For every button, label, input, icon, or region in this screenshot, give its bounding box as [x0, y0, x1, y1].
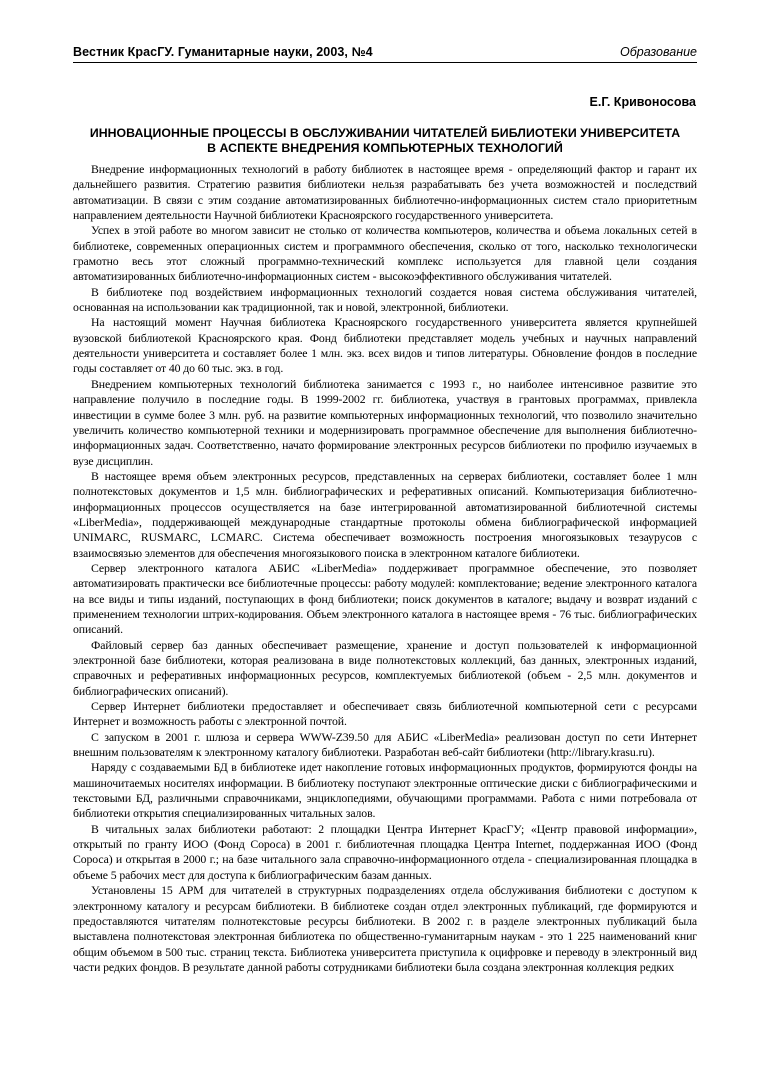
section-name: Образование: [620, 45, 697, 59]
body-paragraph: Установлены 15 АРМ для читателей в структурных подразделениях отдела обслуживания библиотеки с доступом к электронному каталогу и ресурсам библиотеки. В библиотеке создан отдел электронных публикаций, где формируются и предоставляются читателям полнотекстовые ресурсы библиотеки. В 2002 г. в разделе электронных публикаций была выставлена полнотекстовая электронная библиотека по общественно-гуманитарным наукам - это 1 225 наименований книг общим объемом в 500 тыс. страниц текста. Библиотека университета приступила к оцифровке и переводу в электронный вид части редких фондов. В результате данной работы сотрудниками библиотеки была создана электронная коллекция редких: [73, 883, 697, 974]
body-paragraph: Внедрением компьютерных технологий библиотека занимается с 1993 г., но наиболее интенсивное развитие это направление получило в последние годы. В 1999-2002 гг. библиотека, участвуя в грантовых программах, привлекла инвестиции в сумме более 3 млн. руб. на развитие компьютерных информационных технологий, что позволило значительно увеличить количество компьютерной техники и модернизировать программное обеспечение для выполнения библиотечно-информационных задач. Соответственно, начато формирование электронных ресурсов библиотеки по профилю изучаемых в вузе дисциплин.: [73, 376, 697, 468]
article-author: Е.Г. Кривоносова: [589, 95, 696, 109]
body-paragraph: С запуском в 2001 г. шлюза и сервера WWW-Z39.50 для АБИС «LiberMedia» реализован доступ по сети Интернет внешним пользователям к электронному каталогу библиотеки. Разработан веб-сайт библиотеки (http://library.krasu.ru).: [73, 729, 697, 760]
body-paragraph: На настоящий момент Научная библиотека Красноярского государственного университета является крупнейшей вузовской библиотекой Красноярского края. Фонд библиотеки представляет модель учебных и научных направлений деятельности университета и составляет более 1 млн. экз. всех видов и типов литературы. Обновление фондов в последние годы составляет от 40 до 60 тыс. экз. в год.: [73, 315, 697, 376]
article-title-line: В АСПЕКТЕ ВНЕДРЕНИЯ КОМПЬЮТЕРНЫХ ТЕХНОЛОГИЙ: [207, 141, 563, 155]
body-paragraph: В библиотеке под воздействием информационных технологий создается новая система обслуживания читателей, основанная на использовании как традиционной, так и новой, электронной, библиотеки.: [73, 284, 697, 315]
article-title: [73, 126, 697, 156]
body-paragraph: В читальных залах библиотеки работают: 2 площадки Центра Интернет КрасГУ; «Центр правовой информации», открытый по гранту ИОО (Фонд Сороса) в 2001 г. библиотечная площадка Центра Internet, поддержанная ИОО (Фонд Сороса) и открытая в 2000 г.; на базе читального зала справочно-информационного отдела - специализированная площадка в объеме 5 рабочих мест для доступа к библиографическим базам данных.: [73, 821, 697, 882]
running-header: [73, 45, 697, 63]
article-body: [73, 162, 697, 975]
body-paragraph: Успех в этой работе во многом зависит не столько от количества компьютеров, количества и объема локальных сетей в библиотеке, современных операционных систем и программного обеспечения, сколько от того, насколько технологически грамотно весь этот сложный программно-технический комплекс используется для главной цели создания автоматизированных библиотечно-информационных систем - высокоэффективного обслуживания читателей.: [73, 223, 697, 284]
body-paragraph: Внедрение информационных технологий в работу библиотек в настоящее время - определяющий фактор и гарант их дальнейшего развития. Стратегию развития библиотеки нельзя разрабатывать без учета возможностей и последствий автоматизации. В связи с этим создание автоматизированных библиотечно-информационных систем стало приоритетным направлением деятельности Научной библиотеки Красноярского государственного университета.: [73, 162, 697, 223]
journal-title: Вестник КрасГУ. Гуманитарные науки, 2003, №4: [73, 45, 373, 59]
body-paragraph: Сервер электронного каталога АБИС «LiberMedia» поддерживает программное обеспечение, это позволяет автоматизировать практически все библиотечные процессы: работу модулей: комплектование; ведение электронного каталога на все виды и типы изданий, поступающих в фонд библиотеки; поиск документов в каталоге; выдачу и возврат изданий с применением технологии штрих-кодирования. Объем электронного каталога в настоящее время - 76 тыс. библиографических описаний.: [73, 560, 697, 637]
body-paragraph: Файловый сервер баз данных обеспечивает размещение, хранение и доступ пользователей к информационной электронной базе библиотеки, которая реализована в виде полнотекстовых коллекций, баз данных, электронных изданий, справочных и реферативных информационных ресурсов, комплектуемых библиотекой (объем - 2,5 млн. документов и библиографических описаний).: [73, 637, 697, 698]
header-divider: [73, 62, 697, 63]
article-title-line: ИННОВАЦИОННЫЕ ПРОЦЕССЫ В ОБСЛУЖИВАНИИ ЧИТАТЕЛЕЙ БИБЛИОТЕКИ УНИВЕРСИТЕТА: [89, 126, 681, 140]
body-paragraph: В настоящее время объем электронных ресурсов, представленных на серверах библиотеки, составляет более 1 млн полнотекстовых документов и 1,5 млн. библиографических и реферативных описаний. Компьютеризация библиотечно-информационных процессов осуществляется на базе интегрированной автоматизированной библиотечной системы «LiberMedia», поддерживающей международные стандартные протоколы обмена библиографической информацией UNIMARC, RUSMARC, LCMARC. Система обеспечивает возможность построения многоязыковых тезаурусов с взаимосвязью элементов для обеспечения многоязыкового поиска в электронном каталоге библиотеки.: [73, 468, 697, 560]
body-paragraph: Наряду с создаваемыми БД в библиотеке идет накопление готовых информационных продуктов, формируются фонды на машиночитаемых носителях информации. В библиотеку поступают электронные оптические диски с библиографическими и текстовыми БД, различными справочниками, энциклопедиями, обучающими программами. Работа с ними потребовала от библиотеки открытия специализированных читальных залов.: [73, 760, 697, 821]
body-paragraph: Сервер Интернет библиотеки предоставляет и обеспечивает связь библиотечной компьютерной сети с ресурсами Интернет и возможность работы с электронной почтой.: [73, 699, 697, 729]
